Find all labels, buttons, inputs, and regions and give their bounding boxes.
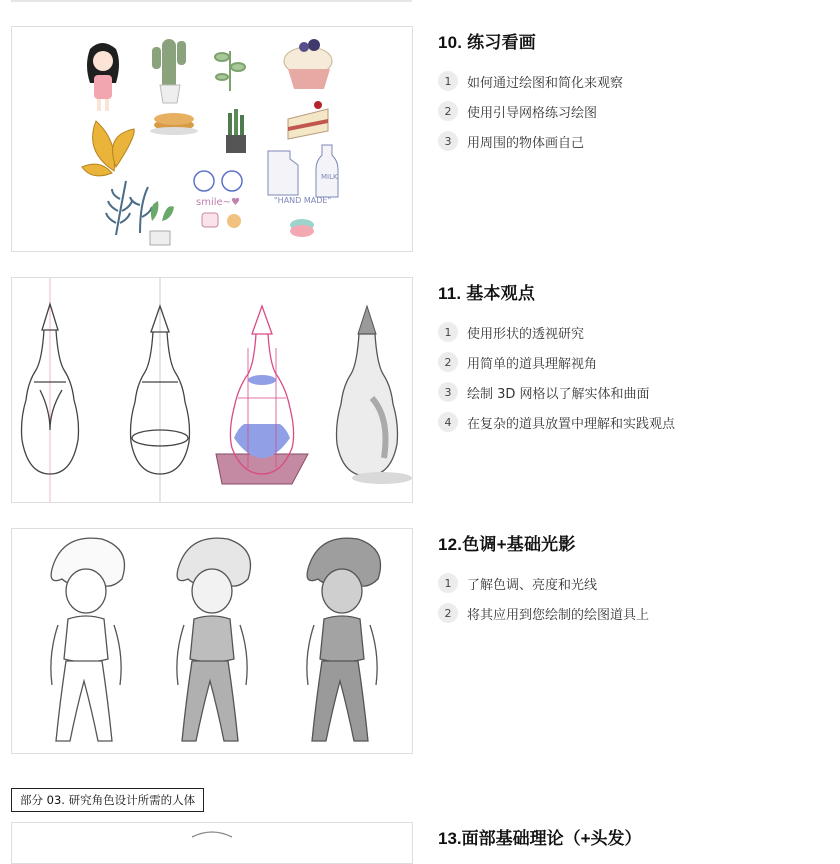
figure-line: [51, 538, 125, 741]
milk-label-text: MILK: [321, 173, 338, 181]
list-item-text: 绘制 3D 网格以了解实体和曲面: [467, 386, 650, 402]
face-sketch-illustration: [12, 823, 412, 863]
figure-tone: [177, 538, 251, 741]
macaron-doodle: [290, 219, 314, 237]
pancake-doodle: [150, 113, 198, 135]
step-number: 1: [438, 322, 458, 342]
list-item-text: 用简单的道具理解视角: [467, 356, 598, 372]
smile-text: smile~♥: [196, 197, 241, 208]
list-item-text: 了解色调、亮度和光线: [467, 577, 598, 593]
step-number: 2: [438, 101, 458, 121]
lesson-10: [0, 26, 840, 254]
lesson-10-thumbnail[interactable]: [11, 26, 413, 252]
step-number: 3: [438, 131, 458, 151]
list-item: [438, 352, 828, 372]
list-item: [438, 131, 828, 151]
list-item: [438, 322, 828, 342]
list-item: [438, 382, 828, 402]
list-item: [438, 71, 828, 91]
cat-cookie-doodle: [202, 213, 241, 228]
step-number: 3: [438, 382, 458, 402]
list-item-text: 使用形状的透视研究: [467, 326, 585, 342]
lesson-11-thumbnail[interactable]: [11, 277, 413, 503]
list-item-text: 在复杂的道具放置中理解和实践观点: [467, 416, 676, 432]
cactus-doodle: [152, 39, 186, 103]
lesson-11-info: [438, 277, 828, 442]
step-number: 1: [438, 573, 458, 593]
cupcake-doodle: [284, 39, 332, 89]
list-item-text: 使用引导网格练习绘图: [467, 105, 598, 121]
bottle-shaded: [337, 306, 413, 484]
sprout-doodle: [215, 51, 245, 91]
doodles-illustration: [12, 27, 412, 251]
yellow-leaves-doodle: [82, 121, 134, 176]
bottle-perspective-illustration: [12, 278, 412, 502]
cake-slice-doodle: [288, 101, 328, 139]
potted-plant-doodle: [150, 201, 174, 245]
lesson-12: [0, 528, 840, 756]
list-item-text: 如何通过绘图和简化来观察: [467, 75, 624, 91]
step-number: 2: [438, 352, 458, 372]
lesson-title: 12.色调+基础光影: [438, 535, 576, 554]
milk-doodle: [268, 145, 338, 197]
list-item: [438, 101, 828, 121]
lesson-13-thumbnail[interactable]: [11, 822, 413, 864]
step-number: 4: [438, 412, 458, 432]
lesson-title: 11. 基本观点: [438, 284, 536, 303]
handmade-text: "HAND MADE": [274, 196, 332, 205]
pot-cactus-doodle: [226, 109, 246, 153]
list-item: [438, 573, 828, 593]
smiley-doodle: [194, 171, 242, 191]
lesson-11: [0, 277, 840, 505]
list-item-text: 用周围的物体画自己: [467, 135, 585, 151]
lesson-title: 10. 练习看画: [438, 33, 536, 52]
list-item: [438, 603, 828, 623]
lesson-title: 13.面部基础理论（+头发）: [438, 829, 642, 848]
top-divider: [11, 0, 412, 2]
section-badge: 部分 03. 研究角色设计所需的人体: [11, 788, 204, 812]
lesson-10-info: [438, 26, 828, 161]
bottle-3d-grid: [216, 306, 308, 484]
figure-shaded: [307, 538, 381, 741]
character-shading-illustration: [12, 529, 412, 753]
list-item-text: 将其应用到您绘制的绘图道具上: [467, 607, 650, 623]
lesson-12-info: [438, 528, 828, 633]
step-number: 2: [438, 603, 458, 623]
lesson-12-thumbnail[interactable]: [11, 528, 413, 754]
list-item: [438, 412, 828, 432]
fern-doodle: [106, 181, 152, 235]
girl-doodle: [87, 43, 119, 111]
step-number: 1: [438, 71, 458, 91]
